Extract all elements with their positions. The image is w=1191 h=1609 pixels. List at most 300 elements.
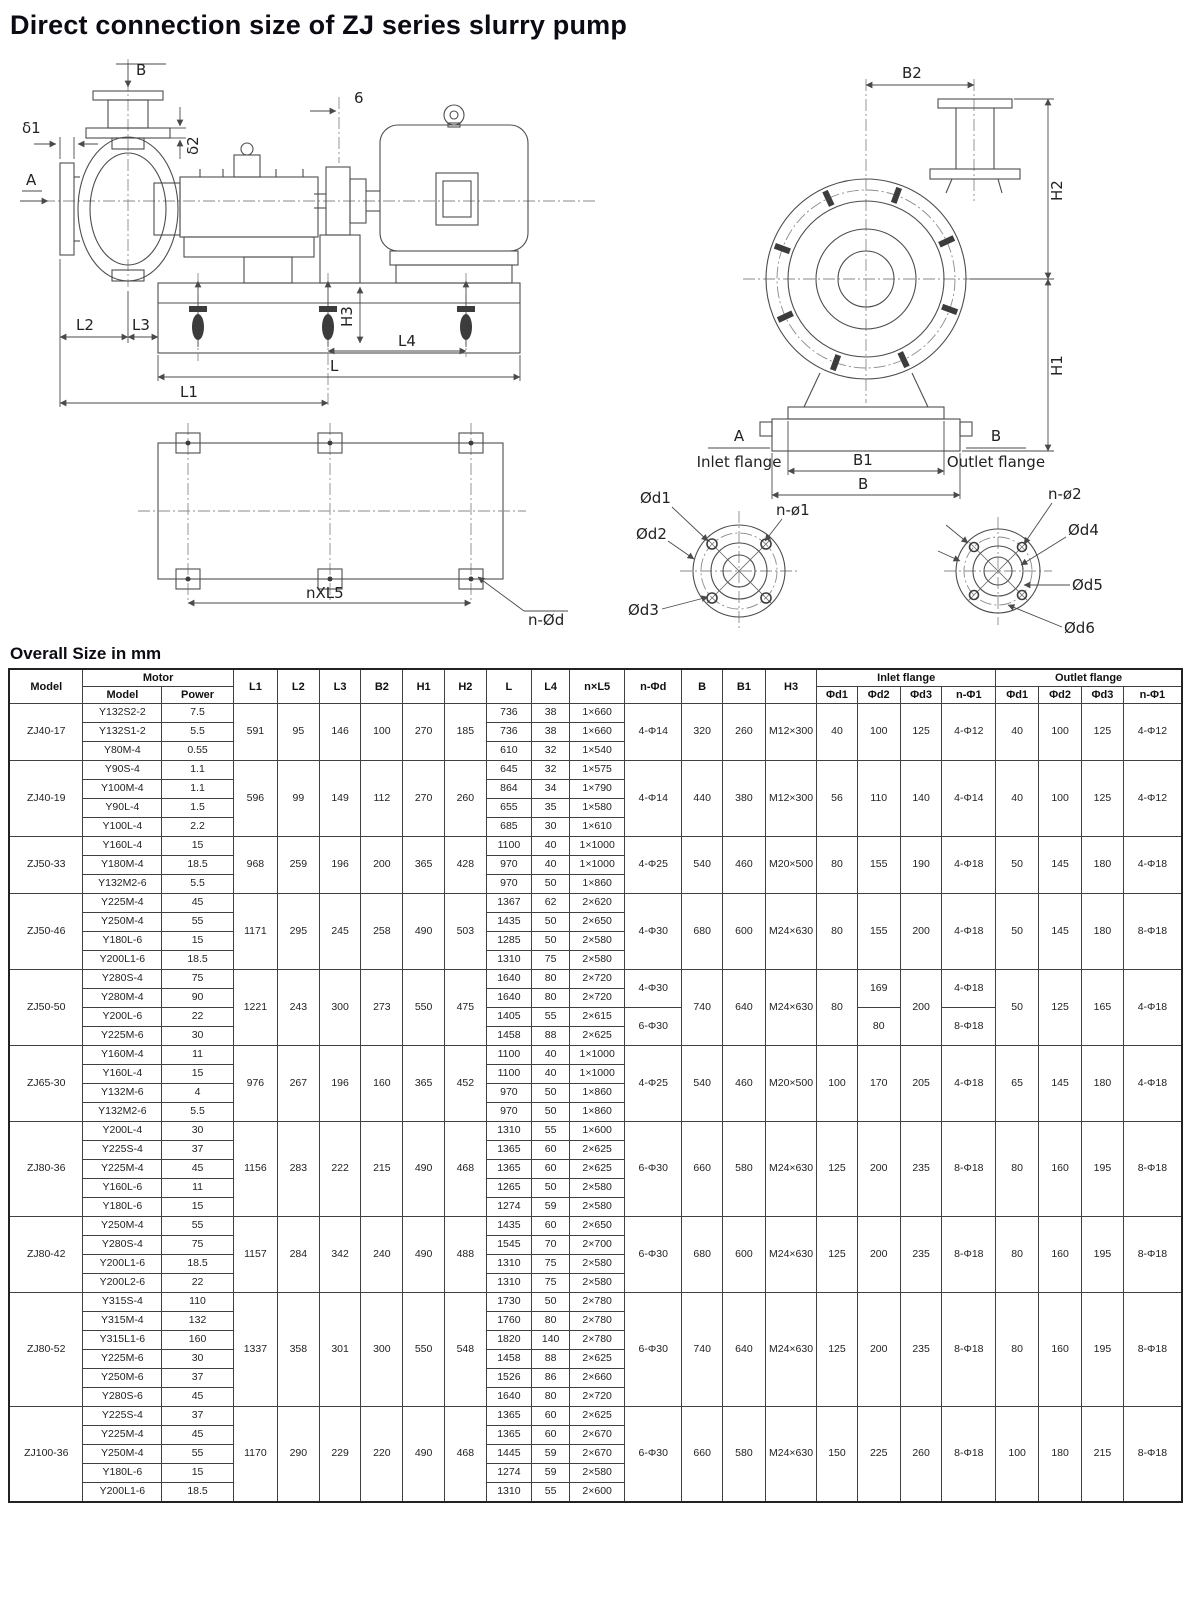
cell-motor-model: Y160M-4 — [83, 1046, 162, 1065]
cell-motor-power: 30 — [162, 1027, 234, 1046]
col-header-b1: B1 — [722, 669, 765, 704]
cell-L3: 222 — [319, 1122, 361, 1217]
cell-outlet-phi-d2: 180 — [1039, 1407, 1082, 1503]
cell-motor-power: 5.5 — [162, 875, 234, 894]
cell-B2: 273 — [361, 970, 403, 1046]
cell-n-phi-d: 4-Φ14 — [625, 704, 682, 761]
cell-motor-power: 5.5 — [162, 1103, 234, 1122]
cell-n-phi-d: 6-Φ30 — [625, 1407, 682, 1503]
cell-L: 864 — [486, 780, 531, 799]
cell-nxL5: 2×780 — [570, 1331, 625, 1350]
cell-L4: 50 — [532, 1084, 570, 1103]
cell-L: 645 — [486, 761, 531, 780]
cell-L4: 55 — [532, 1122, 570, 1141]
cell-outlet-phi-d2: 145 — [1039, 1046, 1082, 1122]
cell-outlet-phi-d2: 145 — [1039, 837, 1082, 894]
cell-outlet-phi-d1: 80 — [996, 1122, 1039, 1217]
dim-label-b1: B1 — [853, 451, 873, 469]
col-header-h2: H2 — [444, 669, 486, 704]
technical-drawing-figure — [8, 51, 1183, 636]
cell-L: 1265 — [486, 1179, 531, 1198]
cell-nxL5: 2×780 — [570, 1293, 625, 1312]
cell-B1: 580 — [722, 1407, 765, 1503]
cell-L4: 55 — [532, 1483, 570, 1503]
cell-L4: 60 — [532, 1407, 570, 1426]
cell-n-phi-d: 4-Φ30 — [625, 970, 682, 1008]
cell-L1: 1157 — [233, 1217, 277, 1293]
cell-nxL5: 2×720 — [570, 1388, 625, 1407]
table-row — [9, 1217, 1182, 1236]
cell-model: ZJ50-50 — [9, 970, 83, 1046]
cell-motor-model: Y132M-6 — [83, 1084, 162, 1103]
cell-outlet-n-phi1: 4-Φ18 — [1123, 970, 1182, 1046]
cell-motor-model: Y315M-4 — [83, 1312, 162, 1331]
cell-L4: 80 — [532, 989, 570, 1008]
cell-outlet-phi-d3: 165 — [1082, 970, 1124, 1046]
cell-B: 740 — [682, 970, 723, 1046]
cell-motor-model: Y100L-4 — [83, 818, 162, 837]
col-header-h1: H1 — [403, 669, 445, 704]
cell-inlet-phi-d3: 235 — [900, 1217, 942, 1293]
cell-L4: 38 — [532, 723, 570, 742]
cell-motor-power: 22 — [162, 1008, 234, 1027]
table-row — [9, 1293, 1182, 1312]
inlet-flange-title: Inlet flange — [696, 453, 782, 471]
cell-inlet-n-phi1: 4-Φ18 — [942, 970, 996, 1008]
cell-L3: 229 — [319, 1407, 361, 1503]
cell-H1: 490 — [403, 1122, 445, 1217]
cell-L: 1310 — [486, 1274, 531, 1293]
cell-outlet-phi-d2: 145 — [1039, 894, 1082, 970]
cell-inlet-n-phi1: 8-Φ18 — [942, 1008, 996, 1046]
size-table-body — [9, 704, 1182, 1503]
cell-L4: 40 — [532, 856, 570, 875]
cell-motor-power: 45 — [162, 1160, 234, 1179]
cell-inlet-phi-d2: 170 — [857, 1046, 900, 1122]
label-od2: Ød2 — [636, 525, 667, 543]
cell-inlet-phi-d2: 100 — [857, 704, 900, 761]
cell-L4: 62 — [532, 894, 570, 913]
col-header-b: B — [682, 669, 723, 704]
cell-L3: 196 — [319, 1046, 361, 1122]
cell-motor-power: 132 — [162, 1312, 234, 1331]
cell-nxL5: 2×720 — [570, 989, 625, 1008]
cell-L4: 88 — [532, 1350, 570, 1369]
cell-L4: 75 — [532, 1255, 570, 1274]
cell-H2: 548 — [444, 1293, 486, 1407]
cell-L3: 149 — [319, 761, 361, 837]
cell-L: 1458 — [486, 1350, 531, 1369]
cell-L4: 50 — [532, 913, 570, 932]
col-header-l4: L4 — [532, 669, 570, 704]
cell-L4: 35 — [532, 799, 570, 818]
cell-motor-model: Y180L-6 — [83, 1198, 162, 1217]
cell-motor-power: 5.5 — [162, 723, 234, 742]
cell-motor-model: Y200L1-6 — [83, 1255, 162, 1274]
dim-label-gap: 6 — [354, 89, 364, 107]
cell-B: 660 — [682, 1407, 723, 1503]
cell-model: ZJ80-42 — [9, 1217, 83, 1293]
cell-outlet-phi-d3: 195 — [1082, 1293, 1124, 1407]
side-view-drawing — [20, 59, 598, 407]
cell-inlet-phi-d1: 56 — [817, 761, 858, 837]
col-header-outlet-flange: Outlet flange — [996, 669, 1182, 687]
cell-L4: 75 — [532, 951, 570, 970]
table-title: Overall Size in mm — [10, 644, 162, 663]
cell-nxL5: 2×720 — [570, 970, 625, 989]
cell-outlet-phi-d3: 125 — [1082, 704, 1124, 761]
cell-motor-power: 37 — [162, 1407, 234, 1426]
cell-L1: 591 — [233, 704, 277, 761]
cell-motor-model: Y200L1-6 — [83, 1483, 162, 1503]
cell-L4: 86 — [532, 1369, 570, 1388]
cell-L3: 146 — [319, 704, 361, 761]
cell-H2: 185 — [444, 704, 486, 761]
cell-nxL5: 2×620 — [570, 894, 625, 913]
cell-nxL5: 2×625 — [570, 1350, 625, 1369]
cell-H3: M24×630 — [765, 1217, 816, 1293]
cell-B1: 640 — [722, 970, 765, 1046]
col-header-l1: L1 — [233, 669, 277, 704]
cell-motor-model: Y200L-4 — [83, 1122, 162, 1141]
cell-nxL5: 2×600 — [570, 1483, 625, 1503]
cell-L2: 95 — [277, 704, 319, 761]
cell-motor-power: 11 — [162, 1179, 234, 1198]
cell-B1: 380 — [722, 761, 765, 837]
cell-L: 1405 — [486, 1008, 531, 1027]
cell-motor-model: Y100M-4 — [83, 780, 162, 799]
dim-label-h2: H2 — [1048, 180, 1066, 201]
cell-motor-model: Y132S2-2 — [83, 704, 162, 723]
cell-L: 970 — [486, 875, 531, 894]
cell-L4: 55 — [532, 1008, 570, 1027]
cell-motor-model: Y160L-4 — [83, 1065, 162, 1084]
cell-nxL5: 1×1000 — [570, 1065, 625, 1084]
dim-label-nod: n-Ød — [528, 611, 565, 629]
cell-motor-power: 160 — [162, 1331, 234, 1350]
cell-L3: 301 — [319, 1293, 361, 1407]
cell-H3: M24×630 — [765, 1293, 816, 1407]
cell-L4: 40 — [532, 1065, 570, 1084]
cell-motor-model: Y225M-6 — [83, 1027, 162, 1046]
cell-motor-model: Y225M-4 — [83, 1426, 162, 1445]
cell-H2: 468 — [444, 1122, 486, 1217]
cell-L4: 32 — [532, 742, 570, 761]
cell-n-phi-d: 6-Φ30 — [625, 1008, 682, 1046]
cell-outlet-phi-d3: 180 — [1082, 894, 1124, 970]
cell-L: 1310 — [486, 1483, 531, 1503]
cell-nxL5: 1×1000 — [570, 1046, 625, 1065]
dim-label-h3: H3 — [338, 306, 356, 327]
cell-motor-model: Y250M-4 — [83, 913, 162, 932]
cell-motor-power: 110 — [162, 1293, 234, 1312]
cell-B2: 200 — [361, 837, 403, 894]
col-header-l: L — [486, 669, 531, 704]
col-header-outlet-n-phi1: n-Φ1 — [1123, 687, 1182, 704]
dim-label-b2: B2 — [902, 64, 922, 82]
label-od5: Ød5 — [1072, 576, 1103, 594]
cell-inlet-n-phi1: 4-Φ14 — [942, 761, 996, 837]
cell-B2: 160 — [361, 1046, 403, 1122]
cell-nxL5: 1×610 — [570, 818, 625, 837]
cell-inlet-phi-d3: 235 — [900, 1293, 942, 1407]
cell-L: 1285 — [486, 932, 531, 951]
cell-B2: 220 — [361, 1407, 403, 1503]
cell-L4: 80 — [532, 1312, 570, 1331]
cell-B2: 258 — [361, 894, 403, 970]
cell-L: 1365 — [486, 1160, 531, 1179]
cell-L4: 80 — [532, 970, 570, 989]
dim-label-delta1: δ1 — [22, 119, 41, 137]
cell-B1: 600 — [722, 894, 765, 970]
cell-n-phi-d: 4-Φ25 — [625, 1046, 682, 1122]
cell-outlet-phi-d1: 40 — [996, 704, 1039, 761]
cell-n-phi-d: 4-Φ14 — [625, 761, 682, 837]
cell-outlet-n-phi1: 4-Φ12 — [1123, 704, 1182, 761]
cell-motor-model: Y280S-4 — [83, 1236, 162, 1255]
cell-L4: 40 — [532, 1046, 570, 1065]
cell-B: 440 — [682, 761, 723, 837]
cell-H1: 490 — [403, 894, 445, 970]
col-header-outlet-phi-d2: Φd2 — [1039, 687, 1082, 704]
cell-L: 655 — [486, 799, 531, 818]
cell-inlet-phi-d2: 200 — [857, 1122, 900, 1217]
cell-motor-power: 18.5 — [162, 1483, 234, 1503]
cell-motor-model: Y200L2-6 — [83, 1274, 162, 1293]
cell-inlet-phi-d3: 205 — [900, 1046, 942, 1122]
outlet-flange-title: Outlet flange — [946, 453, 1046, 471]
cell-L: 1100 — [486, 837, 531, 856]
cell-L2: 358 — [277, 1293, 319, 1407]
cell-motor-model: Y315S-4 — [83, 1293, 162, 1312]
cell-L4: 59 — [532, 1445, 570, 1464]
cell-B: 740 — [682, 1293, 723, 1407]
cell-L4: 30 — [532, 818, 570, 837]
cell-L: 1274 — [486, 1198, 531, 1217]
cell-inlet-phi-d3: 125 — [900, 704, 942, 761]
cell-B2: 300 — [361, 1293, 403, 1407]
cell-B1: 640 — [722, 1293, 765, 1407]
cell-L4: 38 — [532, 704, 570, 723]
col-header-motor: Motor — [83, 669, 233, 687]
cell-motor-model: Y132M2-6 — [83, 1103, 162, 1122]
cell-L4: 60 — [532, 1217, 570, 1236]
cell-L: 1760 — [486, 1312, 531, 1331]
label-n-phi1: n-ø1 — [776, 501, 810, 519]
cell-L2: 284 — [277, 1217, 319, 1293]
col-header-inlet-phi-d1: Φd1 — [817, 687, 858, 704]
cell-inlet-phi-d1: 80 — [817, 837, 858, 894]
cell-nxL5: 2×700 — [570, 1236, 625, 1255]
cell-L: 1445 — [486, 1445, 531, 1464]
cell-motor-power: 18.5 — [162, 1255, 234, 1274]
cell-nxL5: 1×660 — [570, 704, 625, 723]
cell-H3: M12×300 — [765, 704, 816, 761]
size-table — [8, 668, 1183, 1503]
cell-H1: 365 — [403, 837, 445, 894]
cell-L: 1435 — [486, 1217, 531, 1236]
cell-L1: 1170 — [233, 1407, 277, 1503]
cell-L: 685 — [486, 818, 531, 837]
cell-nxL5: 2×580 — [570, 1179, 625, 1198]
cell-H1: 550 — [403, 1293, 445, 1407]
cell-L: 1640 — [486, 1388, 531, 1407]
cell-L4: 60 — [532, 1141, 570, 1160]
cell-outlet-phi-d1: 80 — [996, 1293, 1039, 1407]
cell-inlet-phi-d3: 260 — [900, 1407, 942, 1503]
cell-inlet-phi-d1: 80 — [817, 894, 858, 970]
dim-label-l4: L4 — [398, 332, 416, 350]
cell-nxL5: 2×580 — [570, 1198, 625, 1217]
cell-motor-power: 45 — [162, 1426, 234, 1445]
cell-motor-model: Y160L-6 — [83, 1179, 162, 1198]
cell-motor-power: 7.5 — [162, 704, 234, 723]
cell-motor-power: 22 — [162, 1274, 234, 1293]
cell-inlet-phi-d2: 155 — [857, 894, 900, 970]
cell-H2: 452 — [444, 1046, 486, 1122]
cell-B1: 460 — [722, 837, 765, 894]
cell-n-phi-d: 4-Φ25 — [625, 837, 682, 894]
cell-H1: 270 — [403, 704, 445, 761]
cell-L: 1526 — [486, 1369, 531, 1388]
cell-nxL5: 2×780 — [570, 1312, 625, 1331]
cell-L4: 80 — [532, 1388, 570, 1407]
cell-H3: M12×300 — [765, 761, 816, 837]
cell-L4: 140 — [532, 1331, 570, 1350]
cell-B1: 580 — [722, 1122, 765, 1217]
label-od6: Ød6 — [1064, 619, 1095, 636]
cell-inlet-phi-d2: 169 — [857, 970, 900, 1008]
cell-nxL5: 2×625 — [570, 1027, 625, 1046]
cell-motor-model: Y225S-4 — [83, 1407, 162, 1426]
cell-L: 1310 — [486, 1122, 531, 1141]
cell-motor-power: 15 — [162, 837, 234, 856]
cell-L4: 50 — [532, 1103, 570, 1122]
cell-L1: 968 — [233, 837, 277, 894]
cell-H2: 428 — [444, 837, 486, 894]
col-header-outlet-phi-d1: Φd1 — [996, 687, 1039, 704]
cell-motor-power: 18.5 — [162, 856, 234, 875]
cell-nxL5: 2×580 — [570, 1274, 625, 1293]
dim-label-l: L — [330, 357, 339, 375]
cell-L4: 50 — [532, 932, 570, 951]
base-plate-view — [138, 423, 568, 629]
cell-outlet-phi-d2: 160 — [1039, 1217, 1082, 1293]
cell-inlet-phi-d2: 155 — [857, 837, 900, 894]
cell-H2: 468 — [444, 1407, 486, 1503]
cell-H3: M24×630 — [765, 1407, 816, 1503]
dim-label-b-side: B — [136, 61, 147, 79]
cell-nxL5: 2×650 — [570, 1217, 625, 1236]
cell-motor-power: 1.5 — [162, 799, 234, 818]
table-row — [9, 1407, 1182, 1426]
cell-L2: 99 — [277, 761, 319, 837]
cell-motor-power: 15 — [162, 932, 234, 951]
col-header-motor-power: Power — [162, 687, 234, 704]
anchor-bolts — [189, 273, 475, 407]
cell-inlet-phi-d1: 80 — [817, 970, 858, 1046]
cell-outlet-phi-d1: 100 — [996, 1407, 1039, 1503]
cell-motor-power: 15 — [162, 1065, 234, 1084]
col-header-h3: H3 — [765, 669, 816, 704]
col-header-n-phi-d: n-Φd — [625, 669, 682, 704]
cell-outlet-phi-d1: 40 — [996, 761, 1039, 837]
cell-B: 680 — [682, 894, 723, 970]
cell-motor-model: Y90S-4 — [83, 761, 162, 780]
cell-n-phi-d: 6-Φ30 — [625, 1122, 682, 1217]
cell-outlet-n-phi1: 8-Φ18 — [1123, 1407, 1182, 1503]
cell-inlet-phi-d1: 125 — [817, 1122, 858, 1217]
cell-inlet-phi-d3: 140 — [900, 761, 942, 837]
cell-inlet-n-phi1: 8-Φ18 — [942, 1407, 996, 1503]
cell-H3: M20×500 — [765, 1046, 816, 1122]
dim-label-a: A — [26, 171, 37, 189]
cell-motor-power: 37 — [162, 1141, 234, 1160]
cell-motor-power: 1.1 — [162, 761, 234, 780]
cell-L3: 196 — [319, 837, 361, 894]
cell-L3: 342 — [319, 1217, 361, 1293]
cell-inlet-n-phi1: 4-Φ18 — [942, 837, 996, 894]
cell-inlet-n-phi1: 8-Φ18 — [942, 1122, 996, 1217]
cell-L1: 1221 — [233, 970, 277, 1046]
cell-L4: 50 — [532, 1293, 570, 1312]
cell-B: 680 — [682, 1217, 723, 1293]
cell-outlet-phi-d2: 160 — [1039, 1293, 1082, 1407]
cell-outlet-n-phi1: 4-Φ18 — [1123, 1046, 1182, 1122]
cell-motor-model: Y80M-4 — [83, 742, 162, 761]
cell-nxL5: 2×580 — [570, 951, 625, 970]
cell-motor-power: 37 — [162, 1369, 234, 1388]
cell-B: 320 — [682, 704, 723, 761]
cell-L4: 59 — [532, 1198, 570, 1217]
cell-inlet-phi-d1: 40 — [817, 704, 858, 761]
cell-motor-power: 2.2 — [162, 818, 234, 837]
cell-model: ZJ50-46 — [9, 894, 83, 970]
dim-label-l2: L2 — [76, 316, 94, 334]
cell-motor-power: 55 — [162, 1445, 234, 1464]
cell-L4: 59 — [532, 1464, 570, 1483]
cell-inlet-phi-d1: 100 — [817, 1046, 858, 1122]
cell-L4: 50 — [532, 1179, 570, 1198]
cell-nxL5: 1×860 — [570, 1103, 625, 1122]
cell-motor-power: 45 — [162, 894, 234, 913]
cell-outlet-phi-d2: 160 — [1039, 1122, 1082, 1217]
cell-B2: 215 — [361, 1122, 403, 1217]
col-header-l2: L2 — [277, 669, 319, 704]
cell-inlet-phi-d2: 110 — [857, 761, 900, 837]
cell-outlet-n-phi1: 8-Φ18 — [1123, 1217, 1182, 1293]
cell-L: 970 — [486, 856, 531, 875]
cell-model: ZJ80-36 — [9, 1122, 83, 1217]
cell-inlet-phi-d2: 225 — [857, 1407, 900, 1503]
cell-nxL5: 1×860 — [570, 1084, 625, 1103]
dim-label-nxl5: nXL5 — [306, 584, 344, 602]
cell-H2: 260 — [444, 761, 486, 837]
cell-nxL5: 2×615 — [570, 1008, 625, 1027]
cell-outlet-phi-d1: 50 — [996, 894, 1039, 970]
cell-motor-model: Y280S-4 — [83, 970, 162, 989]
cell-outlet-n-phi1: 4-Φ12 — [1123, 761, 1182, 837]
cell-L: 1310 — [486, 1255, 531, 1274]
cell-outlet-phi-d2: 100 — [1039, 761, 1082, 837]
cell-L4: 88 — [532, 1027, 570, 1046]
cell-H1: 270 — [403, 761, 445, 837]
cell-H1: 490 — [403, 1217, 445, 1293]
cell-inlet-phi-d2: 200 — [857, 1217, 900, 1293]
cell-L: 1100 — [486, 1065, 531, 1084]
cell-inlet-n-phi1: 4-Φ12 — [942, 704, 996, 761]
cell-motor-model: Y225M-6 — [83, 1350, 162, 1369]
